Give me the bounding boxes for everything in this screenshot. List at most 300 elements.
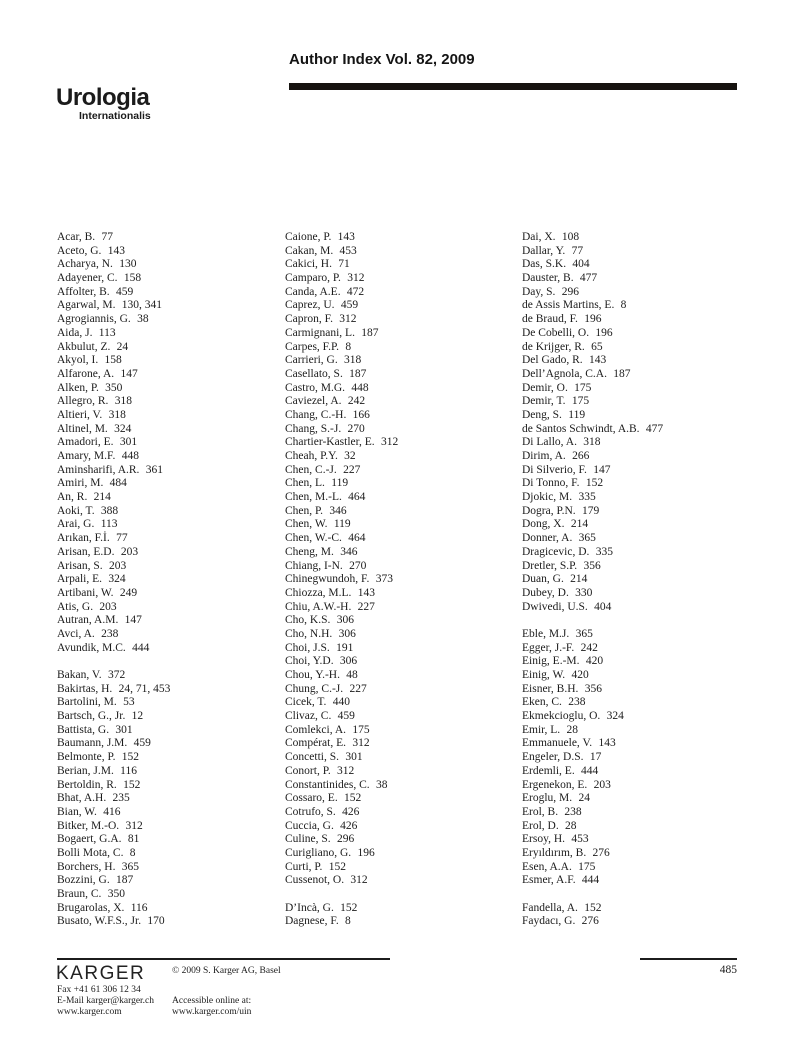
index-entry [285, 587, 510, 601]
online-access-url: www.karger.com/uin [172, 1007, 252, 1017]
page-refs: 266 [572, 450, 590, 462]
index-entry [285, 861, 510, 875]
index-entry [522, 327, 747, 341]
page-refs: 296 [337, 833, 355, 846]
author-name: Erdemli, E. [522, 764, 575, 777]
index-entry [285, 820, 510, 834]
index-entry [522, 313, 747, 327]
index-entry [285, 450, 510, 464]
author-name: Cicek, T. [285, 696, 327, 709]
author-name: An, R. [57, 491, 88, 504]
index-entry [522, 286, 747, 300]
author-name: Chou, Y.-H. [285, 669, 340, 681]
page-refs: 464 [348, 532, 366, 545]
page-refs: 318 [108, 408, 126, 421]
author-name: Arpali, E. [57, 573, 103, 586]
page-refs: 196 [595, 326, 613, 339]
author-name: Camparo, P. [285, 272, 341, 285]
index-entry [57, 765, 282, 779]
author-name: Curti, P. [285, 860, 323, 873]
page-refs: 318 [114, 395, 132, 408]
index-entry [285, 286, 510, 300]
author-name: Das, S.K. [522, 258, 567, 271]
page-refs: 65 [591, 340, 603, 353]
index-entry [522, 409, 747, 423]
index-entry [522, 655, 747, 669]
page-refs: 152 [328, 860, 346, 873]
author-name: Egger, J.-F. [522, 641, 575, 654]
author-name: Cho, K.S. [285, 614, 331, 627]
author-name: Cossaro, E. [285, 792, 338, 805]
author-name: Cakici, H. [285, 258, 332, 271]
page-refs: 147 [124, 614, 142, 627]
page-refs: 179 [581, 504, 600, 517]
index-entry [57, 874, 282, 888]
index-entry [285, 341, 510, 355]
index-entry [522, 573, 747, 587]
index-entry [285, 245, 510, 259]
author-name: Arisan, S. [57, 559, 103, 572]
author-name: Arai, G. [57, 518, 95, 531]
publisher-logo: KARGER [56, 963, 146, 984]
page-refs: 312 [339, 313, 357, 326]
index-entry [285, 327, 510, 341]
page-refs: 38 [375, 778, 388, 791]
index-entry [285, 683, 510, 697]
author-name: Carpes, F.P. [285, 340, 340, 353]
index-entry [285, 847, 510, 861]
author-name: Bolli Mota, C. [57, 846, 124, 859]
author-name: Ekmekcioglu, O. [522, 710, 601, 723]
author-name: Autran, A.M. [57, 614, 119, 627]
index-entry [57, 560, 282, 574]
page-refs: 373 [375, 573, 393, 586]
author-name: Aida, J. [57, 326, 93, 339]
page-refs: 365 [121, 860, 140, 873]
index-entry [522, 354, 747, 368]
author-name: Chang, S.-J. [285, 422, 342, 435]
index-entry [285, 902, 510, 916]
index-entry [57, 915, 282, 929]
page-refs: 330 [575, 586, 593, 599]
index-entry [57, 464, 282, 478]
author-name: Bartsch, G., Jr. [57, 710, 126, 723]
index-entry [57, 231, 282, 245]
author-name: Carrieri, G. [285, 354, 338, 367]
author-name: Bian, W. [57, 805, 97, 818]
index-entry [57, 833, 282, 847]
page-refs: 8 [345, 915, 351, 928]
page-refs: 361 [145, 463, 163, 476]
index-entry [522, 915, 747, 929]
index-entry [522, 806, 747, 820]
page-refs: 32 [344, 450, 356, 462]
author-name: Castro, M.G. [285, 381, 346, 394]
author-name: Agrogiannis, G. [57, 313, 131, 326]
page-refs: 187 [613, 367, 631, 380]
author-name: Allegro, R. [57, 395, 109, 408]
index-entry [285, 258, 510, 272]
index-entry [57, 518, 282, 532]
index-entry [522, 368, 747, 382]
author-name: Deng, S. [522, 408, 562, 421]
index-entry [57, 395, 282, 409]
index-entry [57, 861, 282, 875]
index-entry [57, 792, 282, 806]
index-entry [285, 231, 510, 245]
author-name: Berian, J.M. [57, 764, 114, 777]
page-refs: 152 [585, 477, 604, 490]
index-entry [522, 546, 747, 560]
author-name: Bitker, M.-O. [57, 819, 120, 832]
author-name: Borchers, H. [57, 860, 116, 873]
page-refs: 444 [581, 874, 600, 887]
index-entry [57, 614, 282, 628]
page-title: Author Index Vol. 82, 2009 [289, 51, 475, 68]
author-name: Cheng, M. [285, 545, 334, 558]
author-name: Amiri, M. [57, 477, 104, 490]
index-entry [57, 669, 282, 683]
author-name: Aceto, G. [57, 244, 102, 257]
index-entry [285, 573, 510, 587]
page-refs: 152 [340, 901, 358, 914]
index-entry [57, 820, 282, 834]
page-refs: 203 [120, 545, 139, 558]
index-entry [57, 587, 282, 601]
author-name: Eisner, B.H. [522, 682, 579, 695]
index-entry [57, 683, 282, 697]
index-entry [57, 423, 282, 437]
page-refs: 227 [357, 600, 375, 613]
page-refs: 238 [101, 627, 119, 640]
author-name: Dai, X. [522, 231, 556, 243]
page-refs: 227 [343, 463, 361, 476]
index-entry [522, 847, 747, 861]
index-entry [285, 272, 510, 286]
index-entry [522, 874, 747, 888]
page-refs: 318 [344, 354, 362, 367]
page-refs: 235 [112, 792, 130, 805]
page-refs: 203 [99, 600, 117, 613]
page-refs: 426 [340, 819, 358, 832]
index-entry [57, 368, 282, 382]
page-refs: 196 [584, 313, 602, 326]
footer-rule-right [640, 958, 737, 960]
author-name: Casellato, S. [285, 367, 343, 380]
index-entry [522, 491, 747, 505]
author-name: Concetti, S. [285, 751, 339, 764]
page-refs: 416 [103, 805, 121, 818]
author-name: Bozzini, G. [57, 874, 110, 887]
author-name: Bakan, V. [57, 669, 102, 681]
index-column-1 [57, 231, 282, 929]
index-entry [57, 806, 282, 820]
author-name: Di Tonno, F. [522, 477, 580, 490]
page-refs: 238 [568, 696, 586, 709]
index-entry [522, 737, 747, 751]
author-name: Chiozza, M.L. [285, 586, 352, 599]
author-name: Engeler, D.S. [522, 751, 584, 764]
index-entry [285, 765, 510, 779]
author-name: Chinegwundoh, F. [285, 573, 370, 586]
page-refs: 28 [565, 819, 577, 832]
page-refs: 113 [100, 518, 118, 531]
page-refs: 187 [116, 874, 134, 887]
index-entry [285, 792, 510, 806]
page-refs: 312 [125, 819, 143, 832]
index-column-3 [522, 231, 747, 929]
index-entry [285, 395, 510, 409]
index-entry [57, 450, 282, 464]
author-name: Demir, T. [522, 395, 566, 408]
index-entry [522, 341, 747, 355]
page-refs: 116 [130, 901, 148, 914]
index-entry [285, 368, 510, 382]
page-refs: 459 [340, 299, 359, 312]
index-entry [285, 915, 510, 929]
author-name: Cakan, M. [285, 244, 334, 257]
page-refs: 464 [348, 491, 366, 504]
page-refs: 324 [114, 422, 132, 435]
page-refs: 324 [606, 710, 624, 723]
header [289, 51, 737, 90]
author-name: Avci, A. [57, 627, 95, 640]
author-name: Dretler, S.P. [522, 559, 578, 572]
page-refs: 24 [578, 792, 590, 805]
author-name: Carmignani, L. [285, 326, 355, 339]
index-entry [285, 423, 510, 437]
page-refs: 350 [105, 381, 123, 394]
page-refs: 444 [132, 641, 150, 654]
page-refs: 426 [342, 805, 360, 818]
index-entry [522, 696, 747, 710]
page-refs: 152 [584, 901, 602, 914]
author-name: Agarwal, M. [57, 299, 116, 312]
author-name: Canda, A.E. [285, 285, 341, 298]
author-name: Del Gado, R. [522, 354, 583, 367]
author-name: Esen, A.A. [522, 860, 572, 873]
page-refs: 459 [133, 737, 151, 750]
author-name: Comlekci, A. [285, 723, 347, 736]
page-refs: 143 [589, 354, 607, 367]
index-entry [57, 327, 282, 341]
page-refs: 119 [331, 477, 349, 490]
author-name: Arisan, E.D. [57, 545, 115, 558]
index-entry [285, 532, 510, 546]
page-refs: 143 [107, 244, 125, 257]
page-refs: 312 [381, 436, 399, 449]
page-refs: 24 [116, 340, 129, 353]
author-name: Akyol, I. [57, 354, 99, 367]
author-name: Bogaert, G.A. [57, 833, 122, 846]
index-entry [522, 258, 747, 272]
index-entry [57, 724, 282, 738]
page-refs: 166 [352, 408, 370, 421]
page-refs: 306 [336, 614, 354, 627]
page-refs: 143 [337, 231, 355, 243]
page-refs: 53 [123, 696, 135, 709]
index-entry [522, 792, 747, 806]
page-refs: 440 [332, 696, 350, 709]
page-refs: 346 [329, 504, 347, 517]
page-refs: 130, 341 [121, 299, 163, 312]
author-name: Duan, G. [522, 573, 564, 586]
page-refs: 238 [564, 805, 582, 818]
index-gap [285, 888, 510, 902]
author-name: Esmer, A.F. [522, 874, 576, 887]
page-refs: 152 [123, 778, 141, 791]
index-entry [285, 560, 510, 574]
page-refs: 108 [561, 231, 580, 243]
page-refs: 158 [104, 354, 122, 367]
author-name: Chung, C.-J. [285, 682, 344, 695]
index-entry [57, 272, 282, 286]
author-name: Battista, G. [57, 723, 110, 736]
page-refs: 296 [561, 285, 579, 298]
index-entry [522, 861, 747, 875]
index-entry [57, 299, 282, 313]
author-name: Fandella, A. [522, 901, 578, 914]
author-name: D’Incà, G. [285, 901, 334, 914]
author-name: Djokic, M. [522, 491, 573, 504]
page-refs: 350 [107, 888, 125, 900]
index-entry [522, 505, 747, 519]
page-refs: 301 [119, 436, 138, 449]
page-refs: 203 [109, 559, 127, 572]
index-entry [522, 833, 747, 847]
fax-line: Fax +41 61 306 12 34 [57, 985, 141, 995]
index-entry [522, 272, 747, 286]
page-refs: 8 [345, 340, 352, 353]
index-entry [522, 751, 747, 765]
author-name: Cheah, P.Y. [285, 450, 338, 462]
index-entry [522, 382, 747, 396]
index-entry [522, 299, 747, 313]
index-entry [285, 724, 510, 738]
page-refs: 175 [574, 381, 592, 394]
page-refs: 312 [337, 764, 355, 777]
page-refs: 77 [116, 532, 128, 545]
index-entry [522, 601, 747, 615]
index-entry [522, 395, 747, 409]
page-refs: 152 [121, 751, 140, 764]
author-name: Chartier-Kastler, E. [285, 436, 375, 449]
page-refs: 113 [98, 326, 116, 339]
index-entry [522, 724, 747, 738]
page-refs: 17 [589, 751, 602, 764]
index-entry [57, 491, 282, 505]
author-name: Artibani, W. [57, 586, 114, 599]
author-name: Braun, C. [57, 888, 102, 900]
author-name: Caviezel, A. [285, 395, 342, 408]
website-line: www.karger.com [57, 1007, 122, 1017]
page-refs: 346 [340, 545, 358, 558]
author-name: Di Lallo, A. [522, 436, 577, 449]
author-name: Chang, C.-H. [285, 408, 347, 421]
author-name: Dirim, A. [522, 450, 566, 462]
index-entry [522, 628, 747, 642]
index-entry [57, 286, 282, 300]
page-refs: 227 [349, 682, 367, 695]
author-name: Dell’Agnola, C.A. [522, 367, 607, 380]
page-refs: 81 [127, 833, 140, 846]
index-entry [57, 642, 282, 656]
author-name: Brugarolas, X. [57, 901, 125, 914]
author-name: Aoki, T. [57, 504, 95, 517]
page-refs: 170 [147, 915, 165, 928]
author-name: Compérat, E. [285, 737, 346, 750]
page-refs: 175 [571, 395, 590, 408]
page-refs: 335 [578, 491, 596, 504]
index-entry [285, 806, 510, 820]
index-gap [522, 888, 747, 902]
author-name: Cussenot, O. [285, 874, 345, 887]
author-name: Chen, L. [285, 477, 325, 490]
index-entry [285, 409, 510, 423]
index-entry [57, 902, 282, 916]
page-refs: 448 [351, 381, 369, 394]
author-name: Bartolini, M. [57, 696, 117, 709]
page-refs: 77 [101, 231, 113, 243]
author-name: de Santos Schwindt, A.B. [522, 422, 640, 435]
author-name: Demir, O. [522, 381, 568, 394]
page-refs: 404 [572, 258, 590, 271]
page-refs: 312 [352, 737, 370, 750]
author-name: Cho, N.H. [285, 627, 333, 640]
author-name: Atis, G. [57, 600, 94, 613]
publisher-contact [57, 985, 154, 1018]
index-entry [57, 477, 282, 491]
author-name: de Braud, F. [522, 313, 578, 326]
author-name: Eroglu, M. [522, 792, 573, 805]
author-name: Akbulut, Z. [57, 340, 111, 353]
page-refs: 270 [349, 559, 367, 572]
page-refs: 214 [570, 518, 589, 531]
index-entry [57, 245, 282, 259]
index-entry [522, 669, 747, 683]
author-name: Chen, M.-L. [285, 491, 342, 504]
page-refs: 459 [115, 285, 134, 298]
page-refs: 119 [568, 408, 586, 421]
index-entry [285, 833, 510, 847]
index-entry [57, 847, 282, 861]
author-name: Dagnese, F. [285, 915, 339, 928]
index-entry [285, 477, 510, 491]
index-entry [285, 464, 510, 478]
index-entry [57, 409, 282, 423]
page-refs: 312 [350, 874, 368, 887]
page-refs: 152 [344, 792, 362, 805]
journal-logo [56, 84, 151, 122]
author-name: Chen, W. [285, 518, 328, 531]
footer-rule-left [57, 958, 390, 960]
author-name: Amadori, E. [57, 436, 114, 449]
index-entry [522, 245, 747, 259]
author-name: Dubey, D. [522, 586, 569, 599]
index-entry [57, 751, 282, 765]
index-entry [522, 464, 747, 478]
index-entry [285, 299, 510, 313]
index-entry [522, 820, 747, 834]
page-refs: 372 [107, 669, 126, 681]
page-refs: 191 [336, 641, 354, 654]
index-entry [285, 436, 510, 450]
author-name: de Assis Martins, E. [522, 299, 615, 312]
author-name: Belmonte, P. [57, 751, 116, 764]
author-name: Dauster, B. [522, 272, 574, 285]
page-refs: 147 [593, 463, 611, 476]
page-refs: 306 [338, 627, 356, 640]
